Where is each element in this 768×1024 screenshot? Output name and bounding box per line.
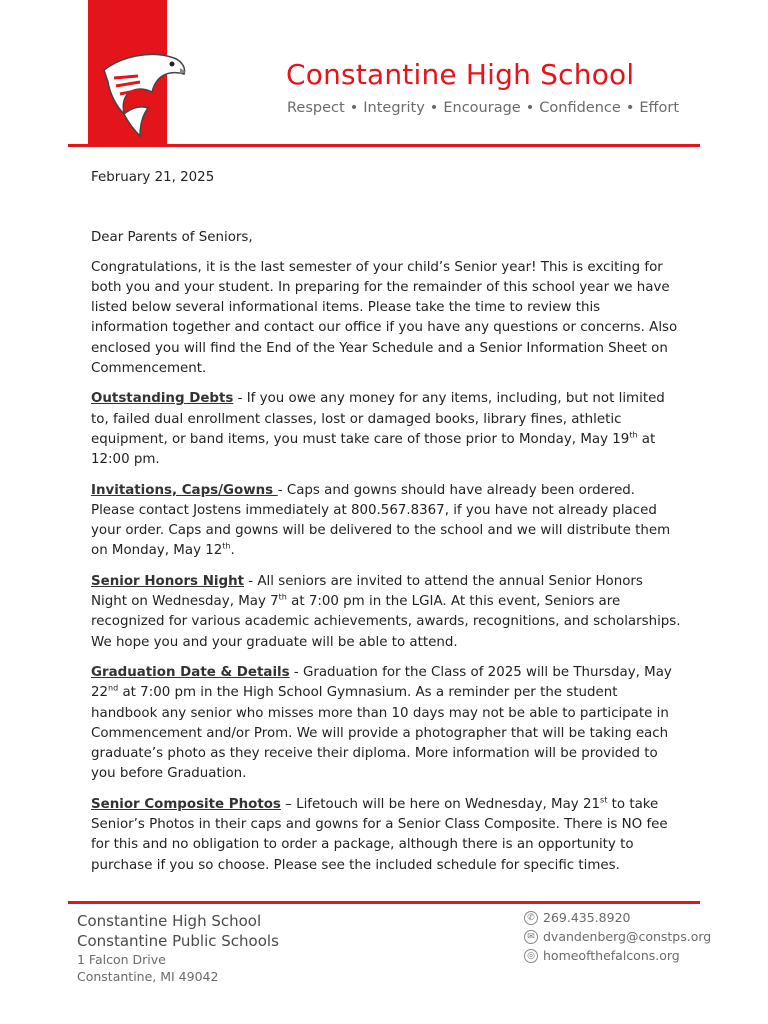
section-text: - If you owe any money for any items, including, but not limited to, failed dual enrollment classes, lost or damaged books, library fines, athletic equipment, or band items, you must take care of those prior to Monday, May 19 [91,391,665,447]
section-heading: Invitations, Caps/Gowns [91,482,278,498]
section-text: at 7:00 pm in the LGIA. At this event, Seniors are recognized for various academic achievements, awards, recognitions, and scholarships. We hope you and your graduate will be able to attend. [91,594,681,650]
contact-email[interactable] [524,927,711,946]
falcon-logo [94,48,186,138]
section-honors-night [91,572,681,653]
section-heading: Outstanding Debts [91,391,234,407]
ordinal-suffix: th [278,592,287,602]
footer-address [77,911,279,985]
footer-city: Constantine, MI 49042 [77,969,219,984]
contact-website[interactable] [524,946,711,965]
section-heading: Graduation Date & Details [91,664,290,680]
section-caps-gowns [91,481,681,562]
section-text: - Caps and gowns should have already been ordered. Please contact Jostens immediately at 800.567.8367, if you have not already placed your order. Caps and gowns will be delivered to the school and we will distribute them on Monday, May 12 [91,482,671,559]
motto-word: Respect [287,100,345,116]
section-text: - All seniors are invited to attend the annual Senior Honors Night on Wednesday, May 7 [91,573,643,610]
motto-word: Confidence [539,100,621,116]
letter-body [91,168,681,886]
email-icon: ✉ [524,930,538,944]
section-text: . [230,543,235,559]
section-heading: Senior Honors Night [91,573,245,589]
motto-separator: • [349,100,359,116]
section-text: - Graduation for the Class of 2025 will be Thursday, May 22 [91,664,672,701]
motto-word: Encourage [443,100,521,116]
motto-separator: • [429,100,439,116]
section-text: – Lifetouch will be here on Wednesday, May 21 [280,796,601,812]
ordinal-suffix: nd [108,683,119,693]
section-text: at 7:00 pm in the High School Gymnasium. As a reminder per the student handbook any senior who misses more than 10 days may not be able to participate in Commencement and/or Prom. We will provide a photographer that will be taking each graduate’s photo as they receive their diploma. More information will be provided to you before Graduation. [91,685,669,782]
section-text: to take Senior’s Photos in their caps and gowns for a Senior Class Composite. There is NO fee for this and no obligation to order a package, although there is an opportunity to purchase if you so choose. Please see the included schedule for specific times. [91,796,668,873]
motto-separator: • [525,100,535,116]
letter-greeting: Dear Parents of Seniors, [91,230,253,246]
contact-phone [524,908,711,927]
phone-number: 269.435.8920 [543,910,631,925]
letter-intro: Congratulations, it is the last semester of your child’s Senior year! This is exciting for both you and your student. In preparing for the remainder of this school year we have listed below several informational items. Please take the time to review this information together and contact our office if you have any questions or concerns. Also enclosed you will find the End of the Year Schedule and a Senior Information Sheet on Commencement. [91,259,678,377]
section-text: at 12:00 pm. [91,431,656,468]
footer-district-name: Constantine Public Schools [77,932,279,950]
footer-divider [68,901,700,904]
motto-separator: • [625,100,635,116]
email-address[interactable]: dvandenberg@constps.org [543,929,712,944]
section-graduation [91,663,681,785]
footer-contact [524,908,711,965]
footer-school-name: Constantine High School [77,912,262,930]
globe-icon: ◎ [524,949,538,963]
section-composite-photos [91,795,681,876]
logo-block [88,0,167,147]
school-title: Constantine High School [286,58,635,91]
ordinal-suffix: th [222,541,231,551]
ordinal-suffix: st [600,795,608,805]
section-heading: Senior Composite Photos [91,796,281,812]
motto-word: Integrity [363,100,425,116]
motto-word: Effort [639,100,680,116]
website-url[interactable]: homeofthefalcons.org [543,948,680,963]
ordinal-suffix: th [629,430,638,440]
phone-icon: ✆ [524,911,538,925]
header-divider [68,144,700,147]
footer-street: 1 Falcon Drive [77,952,166,967]
school-motto [287,100,679,116]
letter-date: February 21, 2025 [91,170,215,185]
section-outstanding-debts [91,389,681,470]
